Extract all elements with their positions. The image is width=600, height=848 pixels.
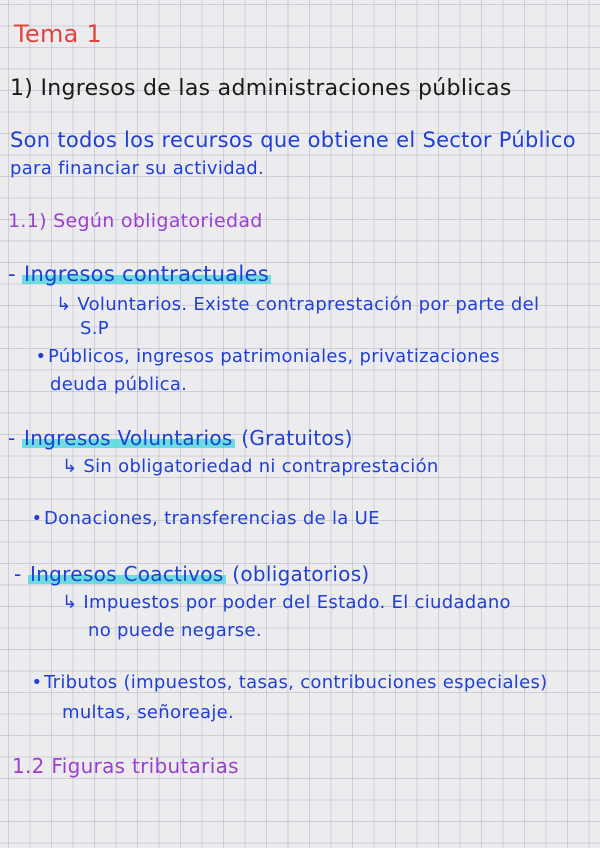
section-1-1-heading: 1.1) Según obligatoriedad [8,210,263,232]
dash-marker: - [8,426,16,450]
return-arrow-icon: ↳ [62,456,78,477]
dash-marker: - [14,562,22,586]
contractuales-examples-2: deuda pública. [50,374,188,395]
coactivos-desc-1: ↳ Impuestos por poder del Estado. El ciudadano [62,592,511,613]
coactivos-desc-2: no puede negarse. [88,620,262,641]
section-1-2-heading: 1.2 Figuras tributarias [12,754,239,778]
voluntarios-title: - Ingresos Voluntarios (Gratuitos) [8,426,353,450]
bullet-dot: • [35,346,47,367]
dash-marker: - [8,262,16,286]
highlighted-term: Ingresos Voluntarios [24,426,233,450]
contractuales-examples-1: •Públicos, ingresos patrimoniales, privatizaciones [35,346,500,367]
main-heading: 1) Ingresos de las administraciones públicas [10,76,512,101]
intro-line-2: para financiar su actividad. [10,158,264,179]
page-title: Tema 1 [14,20,103,48]
voluntarios-examples: •Donaciones, transferencias de la UE [31,508,380,529]
contractuales-desc-1: ↳ Voluntarios. Existe contraprestación por parte del [56,294,540,315]
coactivos-examples-2: multas, señoreaje. [62,702,235,723]
intro-line-1: Son todos los recursos que obtiene el Sector Público [10,128,576,152]
return-arrow-icon: ↳ [62,592,78,613]
highlighted-term: Ingresos Coactivos [30,562,224,586]
coactivos-examples-1: •Tributos (impuestos, tasas, contribuciones especiales) [31,672,548,693]
highlighted-term: Ingresos contractuales [24,262,270,286]
return-arrow-icon: ↳ [56,294,72,315]
contractuales-title [8,262,271,286]
contractuales-desc-2: S.P [80,318,109,339]
bullet-dot: • [31,672,43,693]
bullet-dot: • [31,508,43,529]
voluntarios-desc: ↳ Sin obligatoriedad ni contraprestación [62,456,439,477]
coactivos-title: - Ingresos Coactivos (obligatorios) [14,562,370,586]
